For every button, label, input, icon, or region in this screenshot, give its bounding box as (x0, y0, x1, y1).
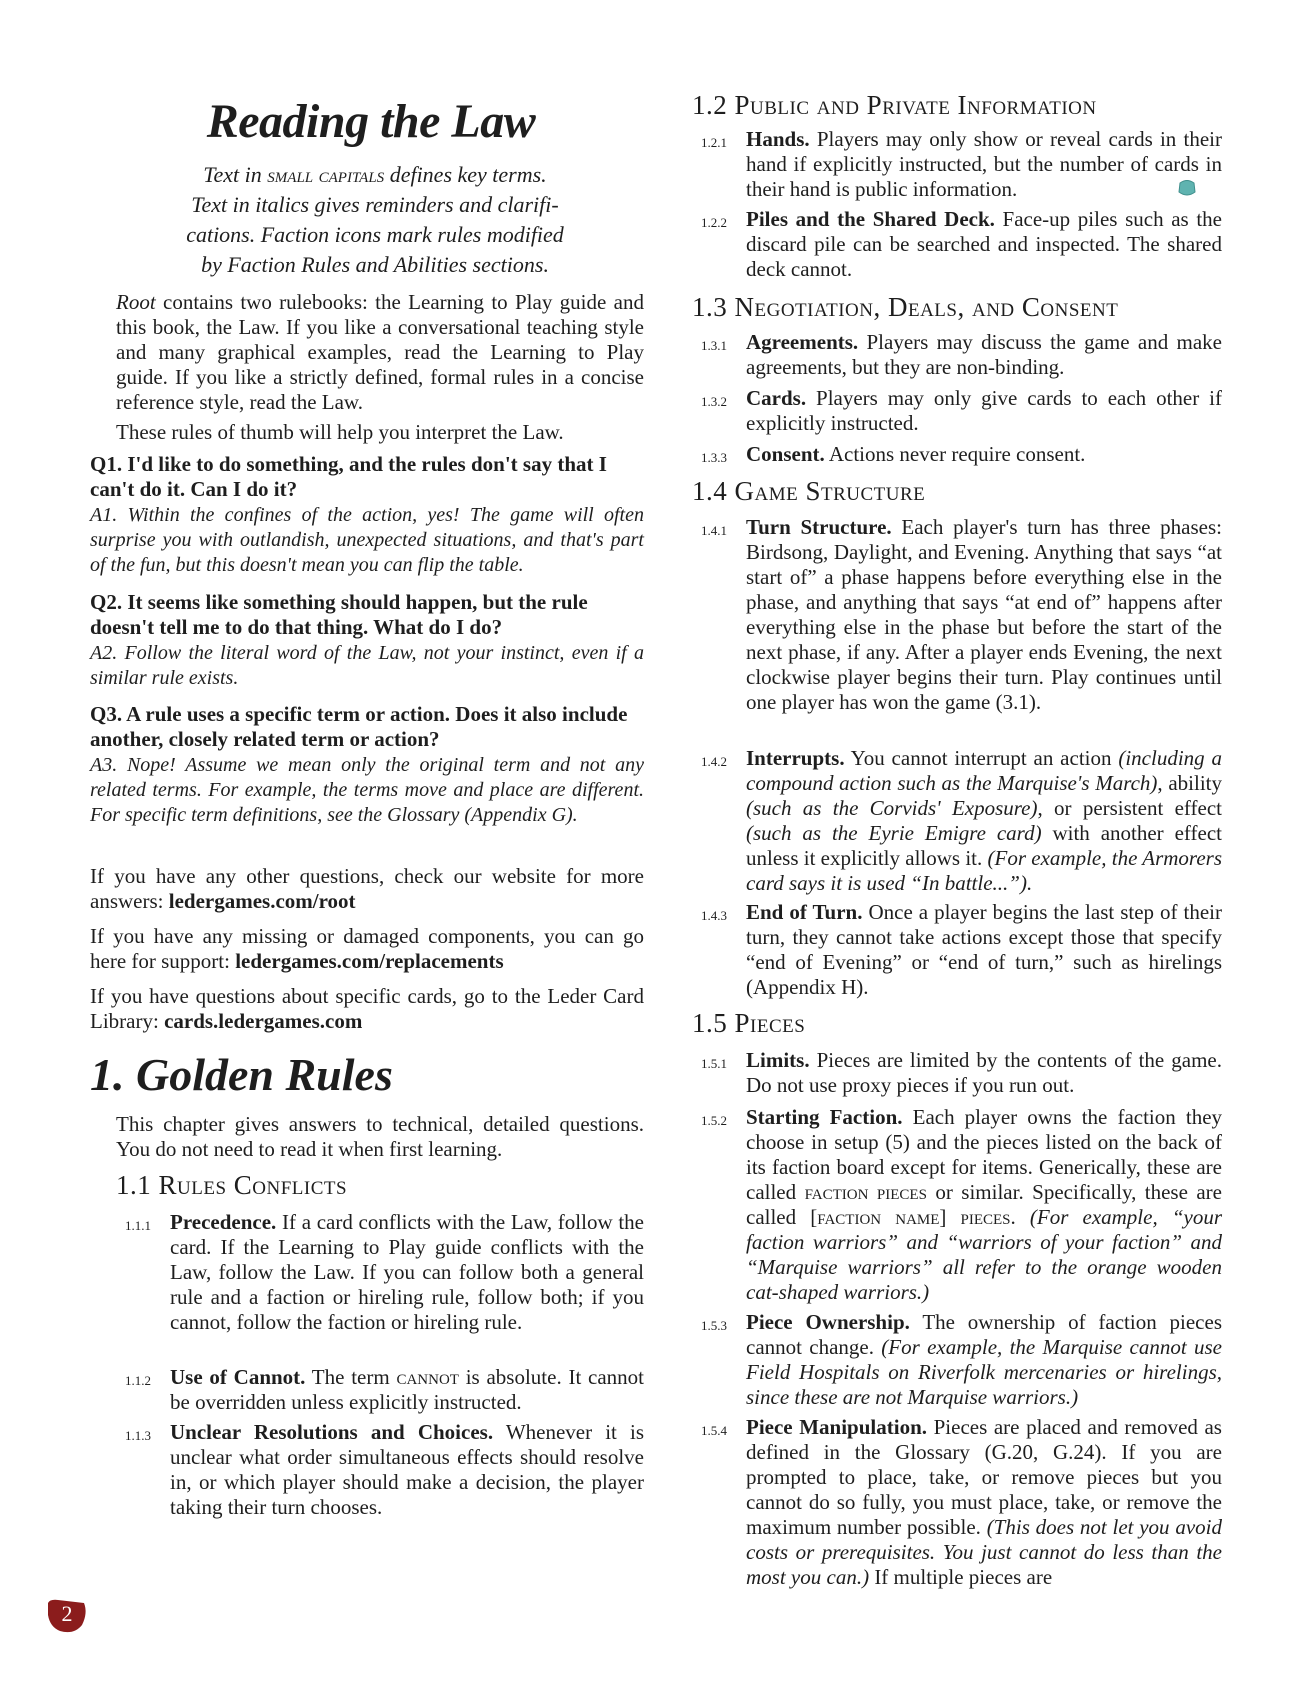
rule-title: Agreements. (746, 330, 859, 354)
intro-text: Text in (203, 162, 268, 187)
root-title: Root (116, 290, 156, 314)
rule-title: End of Turn. (746, 900, 863, 924)
rule-example: (This does not let you avoid costs or prerequisites. You just cannot do less than the most you can.) (746, 1515, 1222, 1589)
rule-text: , ability (1157, 771, 1222, 795)
rule-example: (For example, the Armorers card says it is used “In battle...”). (746, 846, 1222, 895)
rule-example: (such as the Corvids' Exposure) (746, 796, 1038, 820)
rule-number: 1.5.4 (701, 1423, 727, 1438)
heading-1-1: 1.1 Rules Conflicts (116, 1170, 348, 1200)
rule-text: Players may only give cards to each other if explicitly instructed. (746, 386, 1222, 435)
rule-text: If a card conflicts with the Law, follow the card. If the Learning to Play guide conflicts with the Law, follow the Law. If you can follow both a general rule and a faction or hireling rule, follow both; if you cannot, follow the faction or hireling rule. (170, 1210, 644, 1334)
intro-small-caps: small capitals (267, 162, 385, 187)
rule-text: Face-up piles such as the discard pile can be searched and inspected. The shared deck cannot. (746, 207, 1222, 281)
rule-number: 1.4.3 (701, 908, 727, 923)
rule-title: Precedence. (170, 1210, 277, 1234)
rule-1-2-1 (701, 127, 1222, 202)
heading-1-4: 1.4 Game Structure (692, 476, 926, 506)
rule-title: Unclear Resolutions and Choices. (170, 1420, 494, 1444)
rule-1-1-1 (125, 1210, 644, 1335)
rule-title: Consent. (746, 442, 825, 466)
question-3: Q3. A rule uses a specific term or action. Does it also include another, closely related term or action? (90, 702, 628, 751)
link-ledergames-root[interactable]: ledergames.com/root (168, 889, 356, 913)
intro-text: Text in italics gives reminders and clarifi- (191, 192, 559, 217)
rule-1-1-3 (125, 1420, 645, 1520)
rule-text: The ownership of faction pieces cannot change. (746, 1310, 1223, 1359)
rule-1-4-3 (701, 900, 1222, 1000)
rule-text: The term (305, 1365, 397, 1389)
term-pieces: pieces (960, 1205, 1011, 1229)
rule-title: Starting Faction. (746, 1105, 903, 1129)
paragraph-text: If you have questions about specific cards, go to the Leder Card Library: (90, 984, 644, 1033)
answer-2: A2. Follow the literal word of the Law, not your instinct, even if a similar rule exists. (90, 642, 644, 689)
rule-title: Turn Structure. (746, 515, 892, 539)
rule-number: 1.2.1 (701, 135, 727, 150)
heading-1-2: 1.2 Public and Private Information (692, 90, 1097, 120)
paragraph-text: If you have any other questions, check our website for more answers: (90, 864, 644, 913)
faction-icon (1177, 178, 1197, 198)
rule-text: Actions never require consent. (824, 442, 1086, 466)
golden-rules-intro: This chapter gives answers to technical, detailed questions. You do not need to read it when first learning. (116, 1112, 644, 1161)
rule-1-5-2 (701, 1105, 1223, 1305)
rule-1-5-4 (701, 1415, 1222, 1590)
intro-text: by Faction Rules and Abilities sections. (201, 252, 549, 277)
rule-number: 1.2.2 (701, 215, 727, 230)
rule-title: Interrupts. (746, 746, 845, 770)
rule-text: with another effect unless it explicitly allows it. (746, 821, 1222, 870)
rule-title: Limits. (746, 1048, 810, 1072)
rule-1-4-2 (701, 746, 1223, 896)
paragraph-website (90, 864, 644, 914)
term-faction-pieces: faction pieces (804, 1180, 927, 1204)
link-ledergames-replacements[interactable]: ledergames.com/replacements (235, 949, 504, 973)
rule-text: Each player's turn has three phases: Birdsong, Daylight, and Evening. Anything that says “at start of” a phase happens before everything else in the phase, and anything that says “at end of” happens after everything else in the phase but before the start of the next phase, if any. After a player ends Evening, the next clockwise player begins their turn. Play continues until one player has won the game (3.1). (746, 515, 1223, 714)
reading-law-intro (125, 160, 625, 280)
rule-number: 1.3.1 (701, 338, 727, 353)
rule-title: Hands. (746, 127, 810, 151)
question-2: Q2. It seems like something should happen, but the rule doesn't tell me to do that thing. What do I do? (90, 590, 588, 639)
rule-example: (For example, the Marquise cannot use Field Hospitals on Riverfolk mercenaries or hirelings, since these are not Marquise warriors.) (746, 1335, 1222, 1409)
paragraph-replacements (90, 924, 644, 974)
rule-1-2-2 (701, 207, 1222, 282)
rule-example: (For example, “your faction warriors” and “warriors of your faction” and “Marquise warriors” all refer to the orange wooden cat-shaped warriors.) (746, 1205, 1222, 1304)
rule-text: . (1010, 1205, 1030, 1229)
link-card-library[interactable]: cards.ledergames.com (164, 1009, 363, 1033)
page-number: 2 (61, 1601, 73, 1626)
paragraph-rules-of-thumb: These rules of thumb will help you interpret the Law. (116, 420, 564, 444)
paragraph-text: contains two rulebooks: the Learning to Play guide and this book, the Law. If you like a conversational teaching style and many graphical examples, read the Learning to Play guide. If you like a strictly defined, formal rules in a concise reference style, read the Law. (116, 290, 644, 414)
rule-text: is absolute. It cannot be overridden unless explicitly instructed. (170, 1365, 645, 1414)
rule-text: Pieces are limited by the contents of the game. Do not use proxy pieces if you run out. (746, 1048, 1222, 1097)
rule-text: Players may only show or reveal cards in their hand if explicitly instructed, but the number of cards in their hand is public information. (746, 127, 1222, 201)
rule-title: Cards. (746, 386, 807, 410)
rule-number: 1.5.3 (701, 1318, 727, 1333)
rule-1-4-1 (701, 515, 1223, 715)
rule-text: or similar. Specifically, these are called [ (746, 1180, 1222, 1229)
page-number-badge (44, 1597, 90, 1635)
rule-number: 1.4.2 (701, 754, 727, 769)
paragraph-text: If you have any missing or damaged components, you can go here for support: (90, 924, 644, 973)
rule-number: 1.3.3 (701, 450, 727, 465)
rule-1-5-3 (701, 1310, 1223, 1410)
rule-title: Piece Ownership. (746, 1310, 910, 1334)
intro-text: cations. Faction icons mark rules modified (186, 222, 564, 247)
rule-text: ] (939, 1205, 961, 1229)
rule-number: 1.3.2 (701, 394, 727, 409)
answer-1: A1. Within the confines of the action, yes! The game will often surprise you with outlandish, unexpected situations, and that's part of the fun, but this doesn't mean you can flip the table. (90, 504, 644, 576)
section-title-reading-the-law: Reading the Law (206, 95, 536, 148)
rule-title: Piece Manipulation. (746, 1415, 928, 1439)
rule-title: Use of Cannot. (170, 1365, 306, 1389)
heading-1-5: 1.5 Pieces (692, 1008, 806, 1038)
rule-text: Each player owns the faction they choose in setup (5) and the pieces listed on the back of its faction board except for items. Generically, these are called (746, 1105, 1223, 1204)
rule-text: Players may discuss the game and make agreements, but they are non-binding. (746, 330, 1222, 379)
rule-number: 1.1.3 (125, 1428, 151, 1443)
rule-number: 1.5.1 (701, 1056, 727, 1071)
rule-title: Piles and the Shared Deck. (746, 207, 995, 231)
rule-number: 1.1.1 (125, 1218, 151, 1233)
rule-1-3-2 (701, 386, 1222, 436)
rule-1-3-3 (701, 442, 1222, 467)
rule-number: 1.4.1 (701, 523, 727, 538)
rule-text: If multiple pieces are (869, 1565, 1053, 1589)
rule-1-3-1 (701, 330, 1222, 380)
rule-number: 1.1.2 (125, 1373, 151, 1388)
chapter-title-golden-rules: 1. Golden Rules (90, 1049, 393, 1100)
answer-3: A3. Nope! Assume we mean only the original term and not any related terms. For example, the terms move and place are different. For specific term definitions, see the Glossary (Appendix G). (90, 754, 644, 826)
rule-example: (including a compound action such as the Marquise's March) (746, 746, 1223, 795)
rule-text: Whenever it is unclear what order simultaneous effects should resolve in, or which player should make a decision, the player taking their turn chooses. (170, 1420, 645, 1519)
paragraph-card-library (90, 984, 644, 1034)
term-faction-name: faction name (817, 1205, 940, 1229)
intro-text: defines key terms. (384, 162, 547, 187)
paragraph-root-rulebooks (116, 290, 644, 415)
rule-number: 1.5.2 (701, 1113, 727, 1128)
term-cannot: cannot (396, 1365, 459, 1389)
rule-1-1-2 (125, 1365, 645, 1415)
rule-text: , or persistent effect (1037, 796, 1222, 820)
heading-1-3: 1.3 Negotiation, Deals, and Consent (692, 292, 1119, 322)
rule-text: You cannot interrupt an action (844, 746, 1119, 770)
rule-1-5-1 (701, 1048, 1222, 1098)
rule-text: Pieces are placed and removed as defined in the Glossary (G.20, G.24). If you are prompted to place, take, or remove pieces but you cannot do so fully, you must place, take, or remove the maximum number possible. (746, 1415, 1222, 1539)
rule-text: Once a player begins the last step of their turn, they cannot take actions except those that specify “end of Evening” or “end of turn,” such as hirelings (Appendix H). (746, 900, 1222, 999)
question-1: Q1. I'd like to do something, and the rules don't say that I can't do it. Can I do it? (90, 452, 607, 501)
rule-example: (such as the Eyrie Emigre card) (746, 821, 1042, 845)
